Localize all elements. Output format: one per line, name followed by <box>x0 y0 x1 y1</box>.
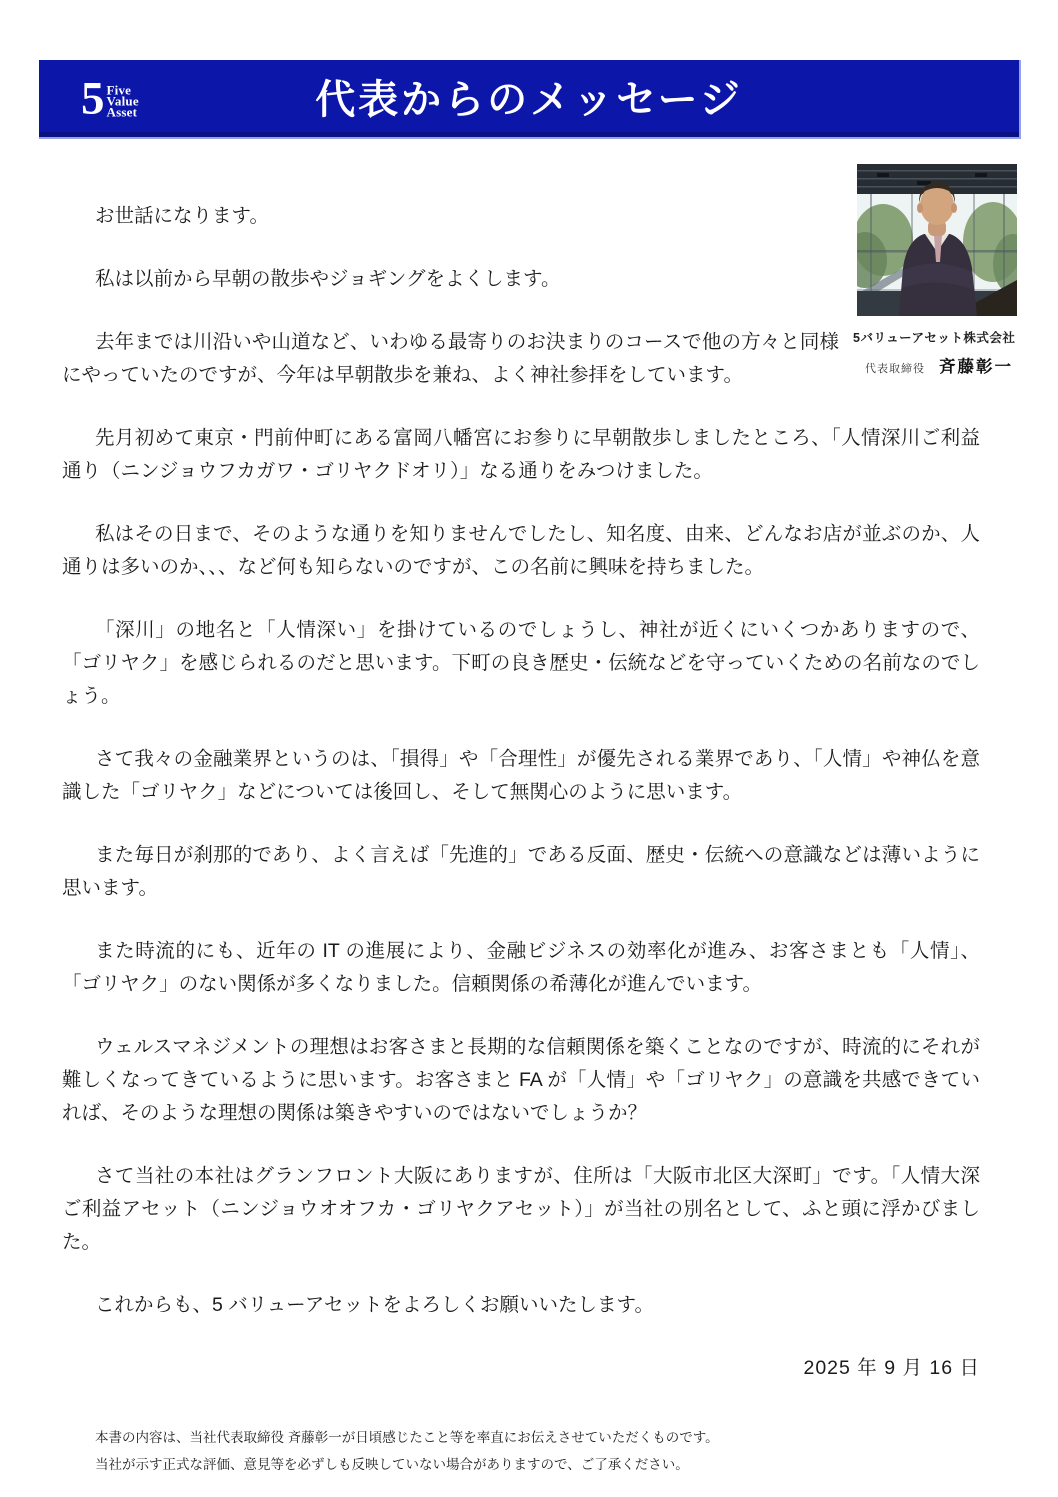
logo-word-2: Value <box>106 93 139 108</box>
letter-body <box>62 200 1016 1478</box>
caption-role: 代表取締役 <box>865 363 925 375</box>
paragraph-11: さて当社の本社はグランフロント大阪にありますが、住所は「大阪市北区大深町」です。「人情大深ご利益アセット（ニンジョウオオフカ・ゴリヤクアセット）」が当社の別名として、ふと頭に浮かびました。 <box>62 1165 980 1253</box>
paragraph-4: 先月初めて東京・門前仲町にある富岡八幡宮にお参りに早朝散歩しましたところ、「人情深川ご利益通り（ニンジョウフカガワ・ゴリヤクドオリ）」なる通りをみつけました。 <box>62 427 980 482</box>
date-line: 2025 年 9 月 16 日 <box>803 1357 980 1379</box>
paragraph-7: さて我々の金融業界というのは、「損得」や「合理性」が優先される業界であり、「人情」や神仏を意識した「ゴリヤク」などについては後回し、そして無関心のように思います。 <box>62 748 980 803</box>
paragraph-9: また時流的にも、近年の IT の進展により、金融ビジネスの効率化が進み、お客さまとも「人情」、「ゴリヤク」のない関係が多くなりました。信頼関係の希薄化が進んでいます。 <box>62 940 980 995</box>
page-title: 代表からのメッセージ <box>315 77 743 122</box>
disclaimer-line-2: 当社が示す正式な評価、意見等を必ずしも反映していない場合がありますので、ご了承ください。 <box>95 1457 689 1472</box>
paragraph-8: また毎日が刹那的であり、よく言えば「先進的」である反面、歴史・伝統への意識などは薄いように思います。 <box>62 844 980 899</box>
paragraph-1: お世話になります。 <box>95 205 269 227</box>
logo-word-3: Asset <box>106 104 138 119</box>
paragraph-10: ウェルスマネジメントの理想はお客さまと長期的な信頼関係を築くことなのですが、時流的にそれが難しくなってきているように思います。お客さまと FA が「人情」や「ゴリヤク」の意識を共感できていれば、そのような理想の関係は築きやすいのではないでしょうか？ <box>62 1036 980 1124</box>
caption-person-name: 斉藤彰一 <box>939 358 1013 376</box>
logo-wordmark <box>107 84 139 117</box>
paragraph-5: 私はその日まで、そのような通りを知りませんでしたし、知名度、由来、どんなお店が並ぶのか、人通りは多いのか、、、など何も知らないのですが、この名前に興味を持ちました。 <box>62 523 980 578</box>
caption-role-and-name <box>865 353 1017 377</box>
caption-company-name: 5バリューアセット株式会社 <box>853 331 1016 345</box>
representative-portrait-photo <box>857 164 1017 316</box>
logo-word-1: Five <box>106 82 132 97</box>
header-bar <box>39 60 1021 139</box>
disclaimer-line-1: 本書の内容は、当社代表取締役 斉藤彰一が日頃感じたこと等を率直にお伝えさせていただくものです。 <box>95 1430 719 1445</box>
paragraph-2: 私は以前から早朝の散歩やジョギングをよくします。 <box>95 268 561 290</box>
paragraph-12: これからも、5 バリューアセットをよろしくお願いいたします。 <box>95 1294 654 1316</box>
disclaimer-block <box>95 1424 980 1478</box>
paragraph-3: 去年までは川沿いや山道など、いわゆる最寄りのお決まりのコースで他の方々と同様にやっていたのですが、今年は早朝散歩を兼ね、よく神社参拝をしています。 <box>62 331 839 386</box>
logo-numeral: 5 <box>81 72 105 124</box>
representative-photo-block <box>853 164 1017 377</box>
company-logo <box>81 72 139 124</box>
paragraph-6: 「深川」の地名と「人情深い」を掛けているのでしょうし、神社が近くにいくつかありますので、「ゴリヤク」を感じられるのだと思います。下町の良き歴史・伝統などを守っていくための名前なのでしょう。 <box>62 619 980 707</box>
